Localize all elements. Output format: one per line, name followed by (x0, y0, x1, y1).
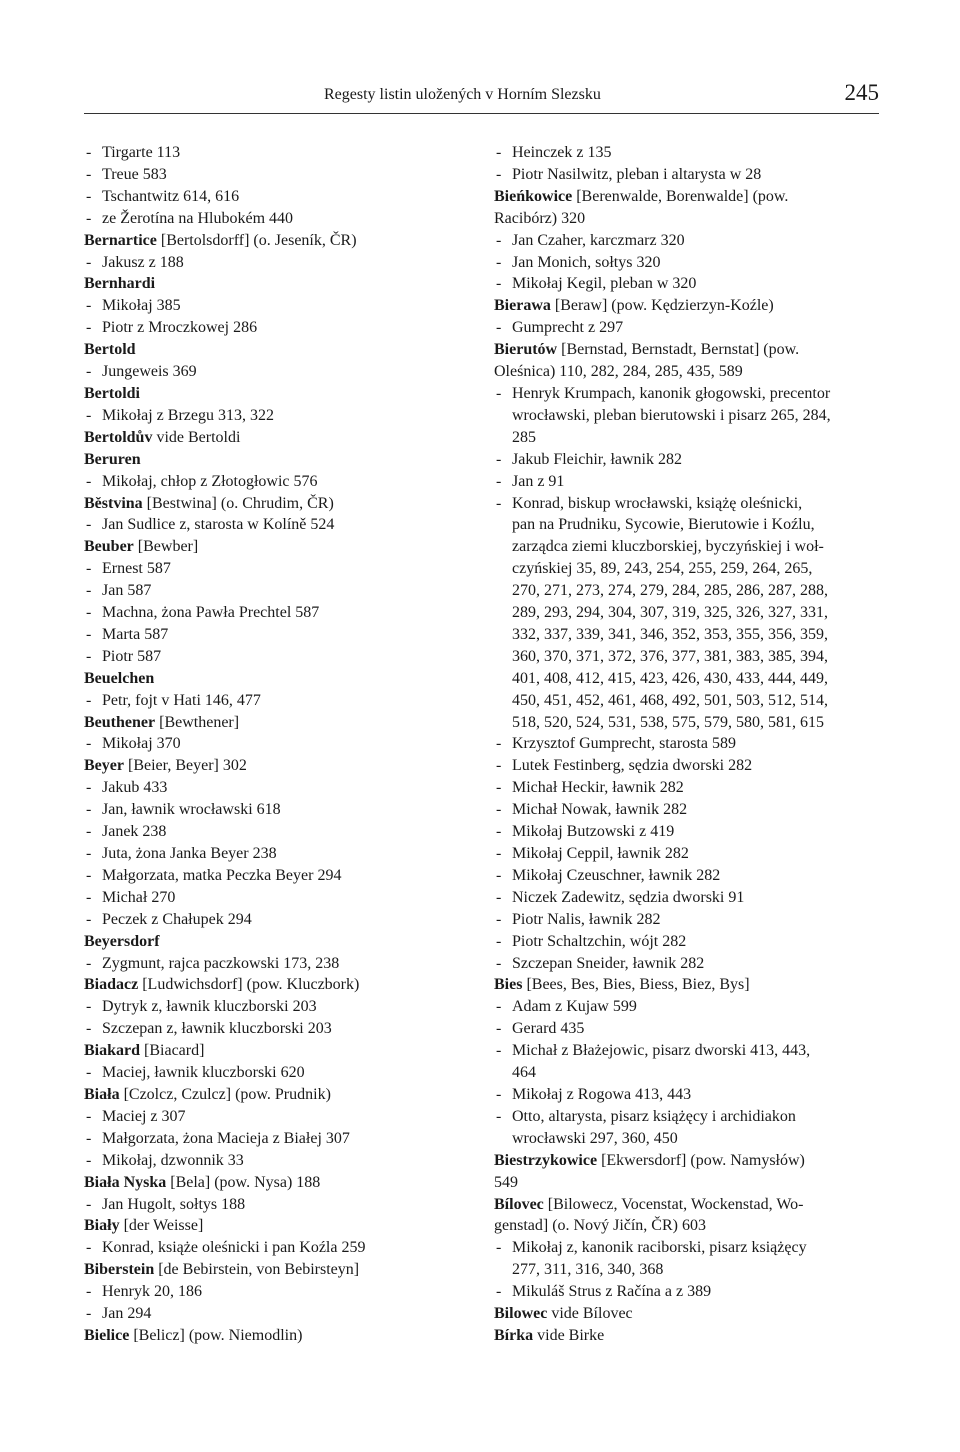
sub-entry-continuation: 450, 451, 452, 461, 468, 492, 501, 503, 512, 514, (512, 691, 828, 709)
index-entry (84, 668, 464, 690)
sub-entry: - Ernest 587 (84, 558, 464, 580)
sub-entry: - ze Žerotína na Hlubokém 440 (84, 208, 464, 230)
index-entry (84, 1172, 464, 1194)
index-entry (84, 755, 464, 777)
entry-heading: Biadacz (84, 976, 139, 994)
entry-continuation: genstad] (o. Nový Jičín, ČR) 603 (494, 1217, 706, 1235)
sub-entry: - Jan 587 (84, 580, 464, 602)
entry-details: vide Bílovec (547, 1305, 633, 1323)
sub-entry-continuation: 277, 311, 316, 340, 368 (512, 1261, 664, 1279)
entry-heading: Bielice (84, 1326, 130, 1344)
entry-heading: Bertoldi (84, 384, 140, 402)
sub-entry-continuation: wrocławski, pleban bierutowski i pisarz 265, 284, (512, 406, 831, 424)
entry-details: [Bewthener] (155, 713, 240, 731)
sub-entry: - Małgorzata, matka Peczka Beyer 294 (84, 865, 464, 887)
entry-details: [Ludwichsdorf] (pow. Kluczbork) (138, 976, 360, 994)
sub-entry: - Treue 583 (84, 164, 464, 186)
page-header (84, 78, 879, 114)
sub-entry: - Michał Nowak, ławnik 282 (494, 799, 884, 821)
entry-details: [Bees, Bes, Bies, Biess, Biez, Bys] (522, 976, 750, 994)
sub-entry: - Niczek Zadewitz, sędzia dworski 91 (494, 887, 884, 909)
entry-details: [Bernstad, Bernstadt, Bernstat] (pow. (557, 341, 800, 359)
entry-heading: Bertold (84, 341, 136, 359)
sub-entry: - Mikołaj, chłop z Złotogłowic 576 (84, 471, 464, 493)
index-entry (84, 427, 464, 449)
sub-entry: - Marta 587 (84, 624, 464, 646)
sub-entry: - Mikołaj Ceppil, ławnik 282 (494, 843, 884, 865)
sub-entry: - Zygmunt, rajca paczkowski 173, 238 (84, 953, 464, 975)
sub-entry: - Dytryk z, ławnik kluczborski 203 (84, 996, 464, 1018)
entry-details: [Bertolsdorff] (o. Jeseník, ČR) (156, 231, 357, 249)
sub-entry: - Szczepan Sneider, ławnik 282 (494, 953, 884, 975)
index-entry (494, 1150, 884, 1172)
index-entry (84, 974, 464, 996)
entry-heading: Biała (84, 1085, 120, 1103)
index-entry (494, 186, 884, 208)
sub-entry: - Jakusz z 188 (84, 252, 464, 274)
index-entry (84, 1259, 464, 1281)
index-entry (84, 536, 464, 558)
entry-heading: Bies (494, 976, 523, 994)
sub-entry: - Jakub Fleichir, ławnik 282 (494, 449, 884, 471)
index-entry (494, 1303, 884, 1325)
index-entry (84, 449, 464, 471)
entry-details: [Czolcz, Czulcz] (pow. Prudnik) (119, 1085, 331, 1103)
entry-heading: Biakard (84, 1042, 141, 1060)
index-entry (494, 295, 884, 317)
entry-details: [Beier, Beyer] 302 (123, 757, 247, 775)
index-entry (84, 493, 464, 515)
sub-entry-continuation: 518, 520, 524, 531, 538, 575, 579, 580, 581, 615 (512, 713, 824, 731)
sub-entry: - Piotr Nasilwitz, pleban i altarysta w 28 (494, 164, 884, 186)
index-entry (84, 1084, 464, 1106)
entry-details: [Belicz] (pow. Niemodlin) (129, 1326, 303, 1344)
sub-entry-continuation: 464 (512, 1064, 536, 1082)
sub-entry: - Michał z Błażejowic, pisarz dworski 413, 443, (494, 1040, 884, 1062)
sub-entry: - Jan Sudlice z, starosta w Kolíně 524 (84, 514, 464, 536)
sub-entry-continuation: 285 (512, 428, 536, 446)
sub-entry: - Jungeweis 369 (84, 361, 464, 383)
sub-entry: - Heinczek z 135 (494, 142, 884, 164)
sub-entry: - Konrad, książe oleśnicki i pan Koźla 259 (84, 1237, 464, 1259)
sub-entry: - Michał 270 (84, 887, 464, 909)
entry-heading: Beuthener (84, 713, 156, 731)
entry-heading: Bírka (494, 1326, 534, 1344)
index-entry (84, 273, 464, 295)
index-entry (84, 712, 464, 734)
sub-entry: - Mikołaj z, kanonik raciborski, pisarz książęcy (494, 1237, 884, 1259)
entry-heading: Biberstein (84, 1261, 155, 1279)
sub-entry: - Piotr Schaltzchin, wójt 282 (494, 931, 884, 953)
entry-details: vide Bertoldi (152, 428, 241, 446)
entry-heading: Beuelchen (84, 669, 155, 687)
sub-entry-continuation: 270, 271, 273, 274, 279, 284, 285, 286, 287, 288, (512, 582, 828, 600)
sub-entry: - Jan Hugolt, sołtys 188 (84, 1194, 464, 1216)
index-entry (494, 1325, 884, 1347)
sub-entry-continuation: wrocławski 297, 360, 450 (512, 1129, 678, 1147)
index-entry (84, 1325, 464, 1347)
page-number: 245 (844, 80, 879, 105)
sub-entry: - Tschantwitz 614, 616 (84, 186, 464, 208)
entry-heading: Biały (84, 1217, 120, 1235)
sub-entry: - Adam z Kujaw 599 (494, 996, 884, 1018)
sub-entry: - Henryk 20, 186 (84, 1281, 464, 1303)
entry-details: [Biacard] (140, 1042, 205, 1060)
index-entry (84, 339, 464, 361)
sub-entry-continuation: 401, 408, 412, 415, 423, 426, 430, 433, 444, 449, (512, 669, 828, 687)
index-entry (84, 383, 464, 405)
sub-entry: - Petr, fojt v Hati 146, 477 (84, 690, 464, 712)
sub-entry: - Mikuláš Strus z Račína a z 389 (494, 1281, 884, 1303)
sub-entry-continuation: 332, 337, 339, 341, 346, 352, 353, 355, 356, 359, (512, 625, 828, 643)
sub-entry: - Jakub 433 (84, 777, 464, 799)
sub-entry: - Maciej z 307 (84, 1106, 464, 1128)
index-entry (84, 931, 464, 953)
entry-heading: Bilowec (494, 1305, 548, 1323)
entry-heading: Bertoldův (84, 428, 153, 446)
sub-entry: - Mikołaj z Rogowa 413, 443 (494, 1084, 884, 1106)
sub-entry: - Jan Czaher, karczmarz 320 (494, 230, 884, 252)
sub-entry: - Małgorzata, żona Macieja z Białej 307 (84, 1128, 464, 1150)
sub-entry: - Tirgarte 113 (84, 142, 464, 164)
sub-entry: - Mikołaj 385 (84, 295, 464, 317)
sub-entry: - Krzysztof Gumprecht, starosta 589 (494, 733, 884, 755)
entry-heading: Biestrzykowice (494, 1151, 598, 1169)
index-entry (84, 1215, 464, 1237)
right-column (494, 142, 884, 1347)
sub-entry-continuation: pan na Prudniku, Sycowie, Bierutowie i Koźlu, (512, 516, 815, 534)
sub-entry: - Michał Heckir, ławnik 282 (494, 777, 884, 799)
sub-entry: - Machna, żona Pawła Prechtel 587 (84, 602, 464, 624)
entry-heading: Beruren (84, 450, 141, 468)
entry-heading: Biała Nyska (84, 1173, 167, 1191)
sub-entry: - Maciej, ławnik kluczborski 620 (84, 1062, 464, 1084)
entry-details: [Bestwina] (o. Chrudim, ČR) (142, 494, 334, 512)
entry-heading: Beuber (84, 538, 134, 556)
sub-entry: - Mikołaj 370 (84, 733, 464, 755)
sub-entry: - Mikołaj Kegil, pleban w 320 (494, 273, 884, 295)
sub-entry: - Jan, ławnik wrocławski 618 (84, 799, 464, 821)
sub-entry: - Mikołaj z Brzegu 313, 322 (84, 405, 464, 427)
index-entry (494, 974, 884, 996)
index-entry (494, 1194, 884, 1216)
index-entry (494, 339, 884, 361)
sub-entry: - Gerard 435 (494, 1018, 884, 1040)
sub-entry-continuation: czyńskiej 35, 89, 243, 254, 255, 259, 264, 265, (512, 560, 813, 578)
sub-entry-continuation: 360, 370, 371, 372, 376, 377, 381, 383, 385, 394, (512, 647, 828, 665)
sub-entry: - Gumprecht z 297 (494, 317, 884, 339)
entry-continuation: Racibórz) 320 (494, 209, 586, 227)
sub-entry: - Piotr z Mroczkowej 286 (84, 317, 464, 339)
entry-details: [der Weisse] (119, 1217, 204, 1235)
entry-heading: Bieńkowice (494, 187, 573, 205)
entry-heading: Beyer (84, 757, 124, 775)
sub-entry: - Jan Monich, sołtys 320 (494, 252, 884, 274)
entry-heading: Beyersdorf (84, 932, 160, 950)
sub-entry: - Mikołaj Butzowski z 419 (494, 821, 884, 843)
entry-details: vide Birke (533, 1326, 605, 1344)
sub-entry: - Juta, żona Janka Beyer 238 (84, 843, 464, 865)
entry-details: [Berenwalde, Borenwalde] (pow. (572, 187, 789, 205)
running-title: Regesty listin uložených v Horním Slezsku (324, 86, 601, 103)
left-column (84, 142, 464, 1347)
entry-heading: Bernartice (84, 231, 157, 249)
entry-heading: Bierawa (494, 297, 551, 315)
entry-details: [Ekwersdorf] (pow. Namysłów) (597, 1151, 805, 1169)
sub-entry: - Otto, altarysta, pisarz książęcy i archidiakon (494, 1106, 884, 1128)
sub-entry-continuation: 289, 293, 294, 304, 307, 319, 325, 326, 327, 331, (512, 604, 828, 622)
index-entry (84, 230, 464, 252)
sub-entry: - Lutek Festinberg, sędzia dworski 282 (494, 755, 884, 777)
sub-entry: - Henryk Krumpach, kanonik głogowski, precentor (494, 383, 884, 405)
index-entry (84, 1040, 464, 1062)
entry-details: [Bela] (pow. Nysa) 188 (166, 1173, 321, 1191)
sub-entry: - Piotr Nalis, ławnik 282 (494, 909, 884, 931)
entry-continuation: 549 (494, 1173, 518, 1191)
sub-entry: - Peczek z Chałupek 294 (84, 909, 464, 931)
sub-entry: - Jan z 91 (494, 471, 884, 493)
header-divider (84, 113, 879, 114)
entry-continuation: Oleśnica) 110, 282, 284, 285, 435, 589 (494, 363, 743, 381)
entry-heading: Běstvina (84, 494, 143, 512)
sub-entry: - Szczepan z, ławnik kluczborski 203 (84, 1018, 464, 1040)
sub-entry: - Piotr 587 (84, 646, 464, 668)
sub-entry: - Janek 238 (84, 821, 464, 843)
entry-heading: Bernhardi (84, 275, 156, 293)
entry-details: [Bilowecz, Vocenstat, Wockenstad, Wo- (543, 1195, 804, 1213)
entry-details: [Beraw] (pow. Kędzierzyn-Koźle) (550, 297, 774, 315)
entry-details: [Bewber] (133, 538, 199, 556)
sub-entry: - Mikołaj, dzwonnik 33 (84, 1150, 464, 1172)
entry-heading: Bílovec (494, 1195, 544, 1213)
sub-entry: - Mikołaj Czeuschner, ławnik 282 (494, 865, 884, 887)
sub-entry: - Jan 294 (84, 1303, 464, 1325)
entry-details: [de Bebirstein, von Bebirsteyn] (154, 1261, 360, 1279)
sub-entry-continuation: zarządca ziemi kluczborskiej, byczyńskiej i woł- (512, 538, 824, 556)
sub-entry: - Konrad, biskup wrocławski, książę oleśnicki, (494, 493, 884, 515)
entry-heading: Bierutów (494, 341, 558, 359)
